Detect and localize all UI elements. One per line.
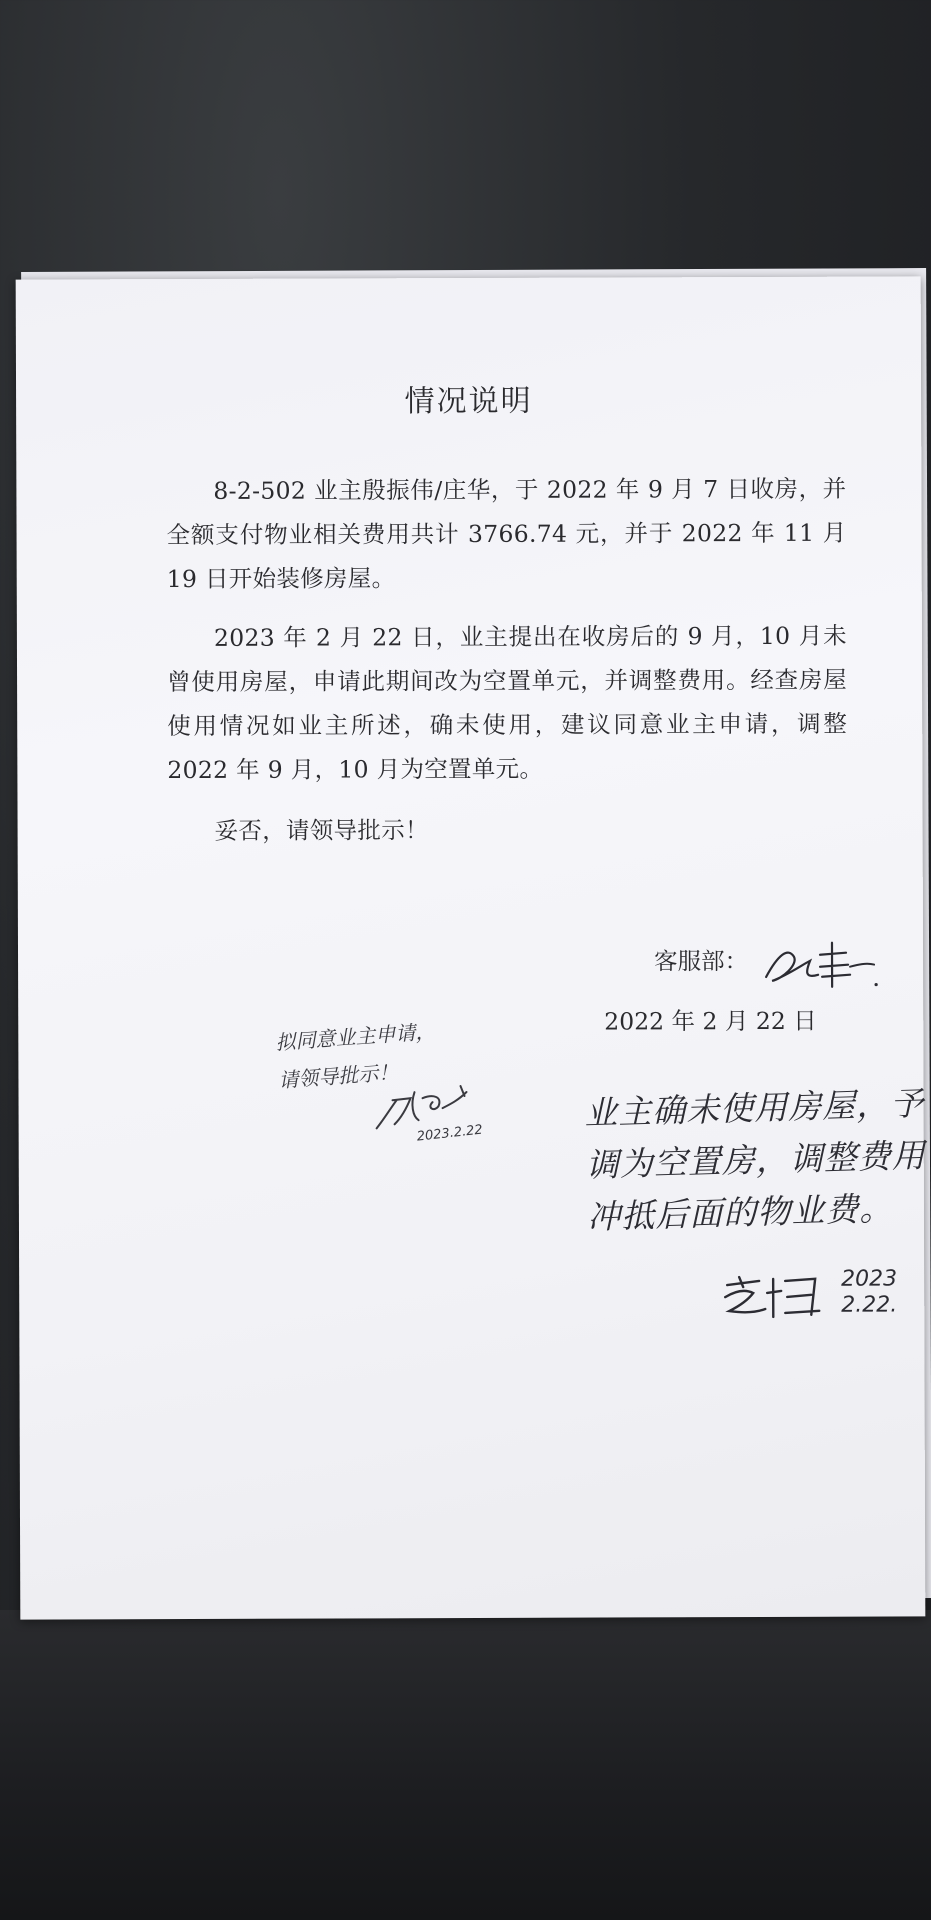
handwritten-note-2-line-2: 调为空置房，调整费用 bbox=[585, 1135, 927, 1185]
document-title: 情况说明 bbox=[404, 383, 533, 420]
paragraph-3-text: 妥否，请领导批示！ bbox=[214, 816, 429, 845]
department-label: 客服部： bbox=[653, 947, 749, 976]
paragraph-1 bbox=[166, 467, 846, 601]
document-page bbox=[16, 276, 926, 1619]
handwritten-date-2 bbox=[841, 1267, 897, 1319]
department-signature bbox=[758, 935, 888, 995]
paragraph-2-text: 2023 年 2 月 22 日，业主提出在收房后的 9 月，10 月未曾使用房屋，申请此期间改为空置单元，并调整费用。经查房屋使用情况如业主所述，确未使用，建议同意业主申请，调整 2022 年 9 月，10 月为空置单元。 bbox=[167, 621, 848, 785]
paragraph-2 bbox=[167, 614, 848, 792]
handwritten-note-1-line-2: 请领导批示！ bbox=[277, 1059, 399, 1093]
handwritten-date-2-year: 2023 bbox=[841, 1266, 898, 1292]
handwritten-date-2-month-day: 2.22. bbox=[841, 1292, 898, 1318]
desk-surface bbox=[0, 1610, 931, 1920]
handwritten-date-1: 2023.2.22 bbox=[416, 1122, 484, 1145]
handwritten-note-2-line-3: 冲抵后面的物业费。 bbox=[586, 1188, 894, 1237]
handwritten-note-1-line-1: 拟同意业主申请， bbox=[274, 1018, 437, 1055]
document-date: 2022 年 2 月 22 日 bbox=[604, 1006, 817, 1036]
paragraph-3 bbox=[168, 807, 848, 853]
paragraph-1-text: 8-2-502 业主殷振伟/庄华，于 2022 年 9 月 7 日收房，并全额支付物业相关费用共计 3766.74 元，并于 2022 年 11 月 19 日开始装修房屋。 bbox=[166, 474, 847, 594]
handwritten-note-2-line-1: 业主确未使用房屋，予 bbox=[583, 1083, 925, 1133]
handwritten-signature-2 bbox=[719, 1267, 839, 1327]
handwritten-note-2 bbox=[583, 1078, 927, 1244]
